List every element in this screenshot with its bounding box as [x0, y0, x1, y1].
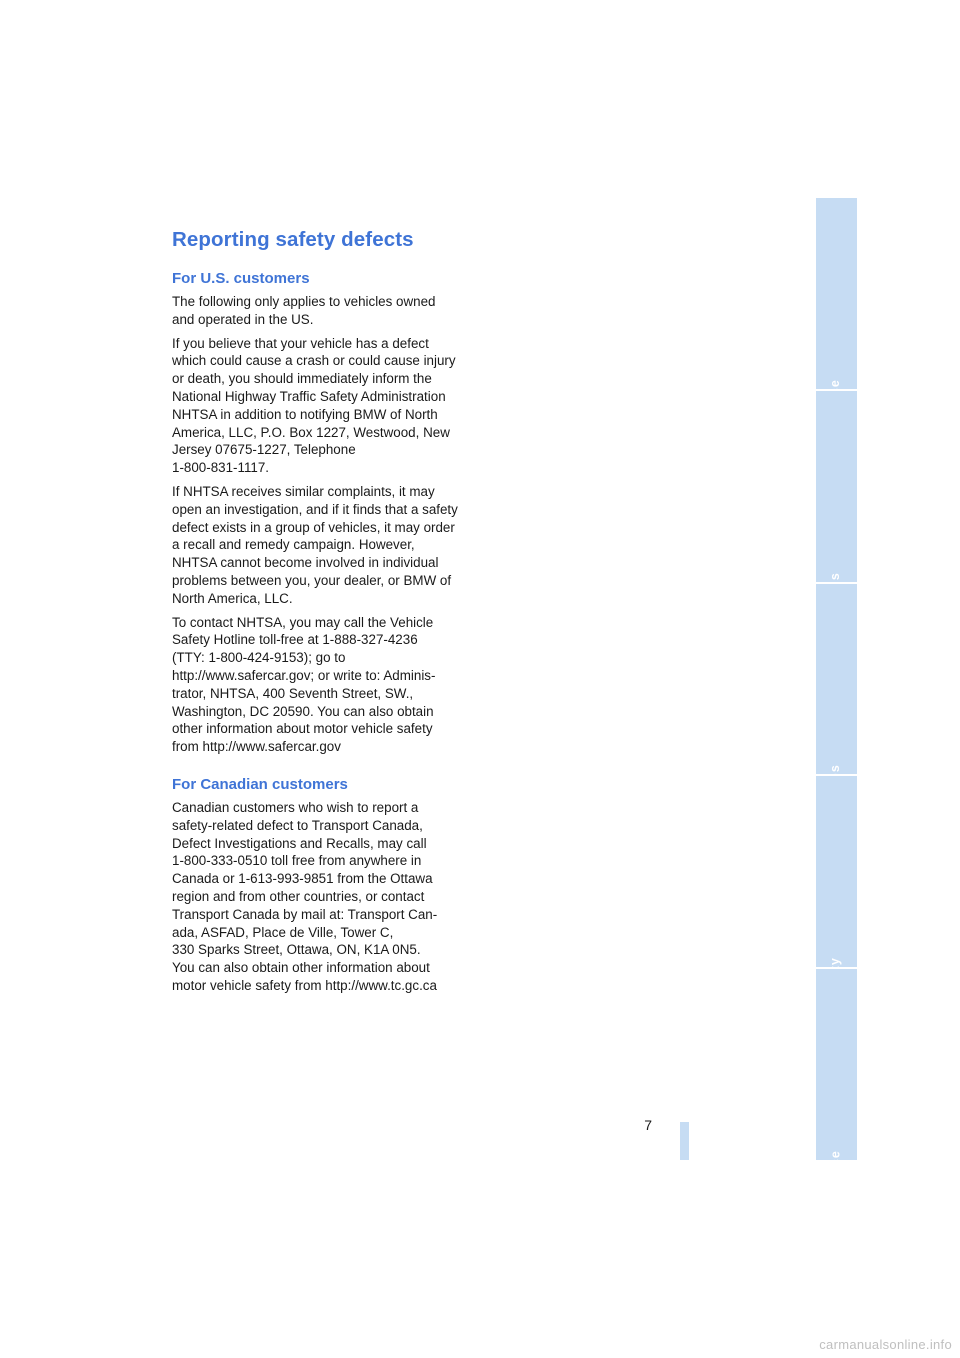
tab-label: Reference	[828, 1149, 842, 1222]
canada-paragraph-1: Canadian customers who wish to report a safety-related defect to Transport Canada, Defect Investigations and Recalls, may call 1-800-333-0510 toll free from anywhere in Canada or 1-613-993-9851 from the Ottawa region and from other countries, or contact Transport Canada by mail at: Transport Can- ada, ASFAD, Place de Ville, Tower C, 330 Sparks Street, Ottawa, ON, K1A 0N5. You can also obtain other information about motor vehicle safety from http://www.tc.gc.ca	[172, 799, 438, 993]
page-title: Reporting safety defects	[172, 228, 414, 251]
chapter-tabs	[816, 198, 857, 1222]
tab-controls[interactable]	[816, 391, 857, 584]
page-number: 7	[644, 1117, 652, 1133]
page-number-bar	[680, 1122, 689, 1160]
tab-driving-tips[interactable]	[816, 584, 857, 777]
tab-mobility[interactable]	[816, 776, 857, 969]
us-paragraph-4: To contact NHTSA, you may call the Vehicle Safety Hotline toll-free at 1-888-327-4236 (TTY: 1-800-424-9153); go to http://www.safercar.gov; or write to: Adminis- trator, NHTSA, 400 Seventh Street, SW., Washington, DC 20590. You can also obtain other information about motor vehicle safety from http://www.safercar.gov	[172, 614, 436, 755]
page-content	[172, 228, 466, 1001]
us-paragraph-1: The following only applies to vehicles owned and operated in the US.	[172, 294, 436, 327]
us-paragraph-2: If you believe that your vehicle has a defect which could cause a crash or could cause injury or death, you should immediately inform the National Highway Traffic Safety Administration NHTSA in addition to notifying BMW of North America, LLC, P.O. Box 1227, Westwood, New Jersey 07675-1227, Telephone 1-800-831-1117.	[172, 335, 456, 476]
us-customers-heading: For U.S. customers	[172, 270, 310, 287]
tab-at-a-glance[interactable]	[816, 198, 857, 391]
canadian-customers-heading: For Canadian customers	[172, 775, 348, 793]
us-paragraph-3: If NHTSA receives similar complaints, it may open an investigation, and if it finds that a safety defect exists in a group of vehicles, it may order a recall and remedy campaign. However, NHTSA cannot become involved in individual problems between you, your dealer, or BMW of North America, LLC.	[172, 483, 458, 606]
watermark: carmanualsonline.info	[819, 1337, 952, 1352]
tab-reference[interactable]	[816, 969, 857, 1222]
